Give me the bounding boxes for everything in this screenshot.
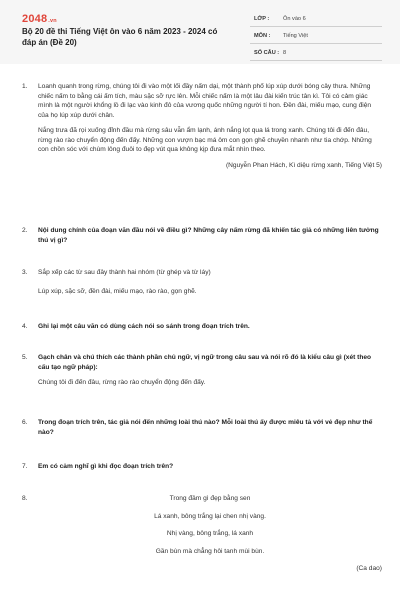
question-extra: Chúng tôi đi đến đâu, rừng rào rào chuyển động đến đấy. [38,379,206,387]
passage-paragraph-2: Nắng trưa đã rọi xuống đỉnh đầu mà rừng sâu vẫn ẩm lạnh, ánh nắng lọt qua lá trong xanh. Chúng tôi đi đến đâu, rừng rào rào chuyển động đến đấy. Những con vượn bạc má ôm con gọn ghẽ chuyền nhanh như tia chớp. Những con chồn sóc với chùm lông đuôi to đẹp vút qua không kịp đưa mắt nhìn theo. [38,127,372,154]
question-text: Gạch chân và chú thích các thành phần chủ ngữ, vị ngữ trong câu sau và nói rõ đó là kiểu câu gì (xét theo cấu tạo ngữ pháp): [38,354,372,371]
question-text: Nội dung chính của đoạn văn đầu nói về điều gì? Những cây nấm rừng đã khiến tác giả có những liên tưởng thú vị gì? [38,227,379,244]
site-logo[interactable]: 2048.vn [22,13,57,25]
question-text: Ghi lại một câu văn có dùng cách nói so sánh trong đoạn trích trên. [38,323,250,330]
poem-line: Lá xanh, bông trắng lại chen nhị vàng. [154,512,266,520]
poem [38,494,382,574]
question-text: Em có cảm nghĩ gì khi đọc đoạn trích trên? [38,463,174,470]
meta-row-class: LỚP : Ôn vào 6 [250,12,382,27]
poem-line: Gần bùn mà chẳng hôi tanh mùi bùn. [155,547,265,555]
poem-source: (Ca dao) [356,565,382,573]
document-header [0,0,400,64]
question-number: 1. [22,83,28,90]
poem-line: Trong đầm gì đẹp bằng sen [169,495,251,502]
passage-source: (Nguyễn Phan Hách, Kì diệu rừng xanh, Tiếng Việt 5) [225,161,382,169]
poem-line: Nhị vàng, bông trắng, lá xanh [166,530,254,538]
question-text: Sắp xếp các từ sau đây thành hai nhóm (từ ghép và từ láy) [38,269,211,276]
question-text: Trong đoạn trích trên, tác giả nói đến những loài thú nào? Mỗi loài thú ấy được miêu tả với vẻ đẹp như thế nào? [38,419,373,436]
document-title: Bộ 20 đề thi Tiếng Việt ôn vào 6 năm 2023 - 2024 có đáp án (Đề 20) [22,27,218,47]
question-extra: Lúp xúp, sặc sỡ, đền đài, miếu mạo, rào rào, gọn ghẽ. [38,287,197,295]
document-page: 2048.vn Bộ 20 đề thi Tiếng Việt ôn vào 6 năm 2023 - 2024 có đáp án (Đề 20) LỚP : Ôn vào 6 MÔN : Tiếng Việt SỐ CÂU : 8 1. Loanh quanh trong rừng, chúng tôi đi vào một lối đầy nấm dại, một thành phố lúp xúp dưới bóng cây thưa. Những chiếc nấm to bằng cái ấm tích, màu sặc sỡ rực lên. Mỗi chiếc nấm là một lâu đài kiến trúc tân kì. Tôi có cảm giác mình là một người khổng lồ đi lạc vào kinh đô của vương quốc những người tí hon. Đền đài, miếu mạo, cung điện của họ lúp xúp dưới chân. Nắng trưa đã rọi xuống đỉnh đầu mà rừng sâu vẫn ẩm lạnh, ánh nắng lọt qua lá trong xanh. Chúng tôi đi đến đâu, rừng rào rào chuyển động đến đấy. Những con vượn bạc má ôm con gọn ghẽ chuyền nhanh như tia chớp. Những con chồn sóc với chùm lông đuôi to đẹp vút qua không kịp đưa mắt nhìn theo. (Nguyễn Phan Hách, Kì diệu rừng xanh, Tiếng Việt 5) 2. Nội dung chính của đoạn văn đầu nói về điều gì? Những cây nấm rừng đã khiến tác giả có những liên tưởng thú vị gì? 3. Sắp xếp các từ sau đây thành hai nhóm (từ ghép và từ láy) Lúp xúp, sặc sỡ, đền đài, miếu mạo, rào rào, gọn ghẽ. 4. Ghi lại một câu văn có dùng cách nói so sánh trong đoạn trích trên. 5. Gạch chân và chú thích các thành phần chủ ngữ, vị ngữ trong câu sau và nói rõ đó là kiểu câu gì (xét theo cấu tạo ngữ pháp): Chúng tôi đi đến đâu, rừng rào rào chuyển động đến đấy. 6. Trong đoạn trích trên, tác giả nói đến những loài thú nào? Mỗi loài thú ấy được miêu tả với vẻ đẹp như thế nào? 7. Em có cảm nghĩ gì khi đọc đoạn trích trên? 8. Trong đầm gì đẹp bằng sen Lá xanh, bông trắng lại chen nhị vàng. Nhị vàng, bông trắng, lá xanh Gần bùn mà chẳng hôi tanh mùi bùn. (Ca dao) [0,0,400,600]
meta-row-subject: MÔN : Tiếng Việt [250,29,382,44]
passage-paragraph-1: Loanh quanh trong rừng, chúng tôi đi vào một lối đầy nấm dại, một thành phố lúp xúp dưới bóng cây thưa. Những chiếc nấm to bằng cái ấm tích, màu sặc sỡ rực lên. Mỗi chiếc nấm là một lâu đài kiến trúc tân kì. Tôi có cảm giác mình là một người khổng lồ đi lạc vào kinh đô của vương quốc những người tí hon. Đền đài, miếu mạo, cung điện của họ lúp xúp dưới chân. [38,83,372,119]
meta-row-question-count: SỐ CÂU : 8 [250,46,382,61]
document-meta [250,12,382,63]
